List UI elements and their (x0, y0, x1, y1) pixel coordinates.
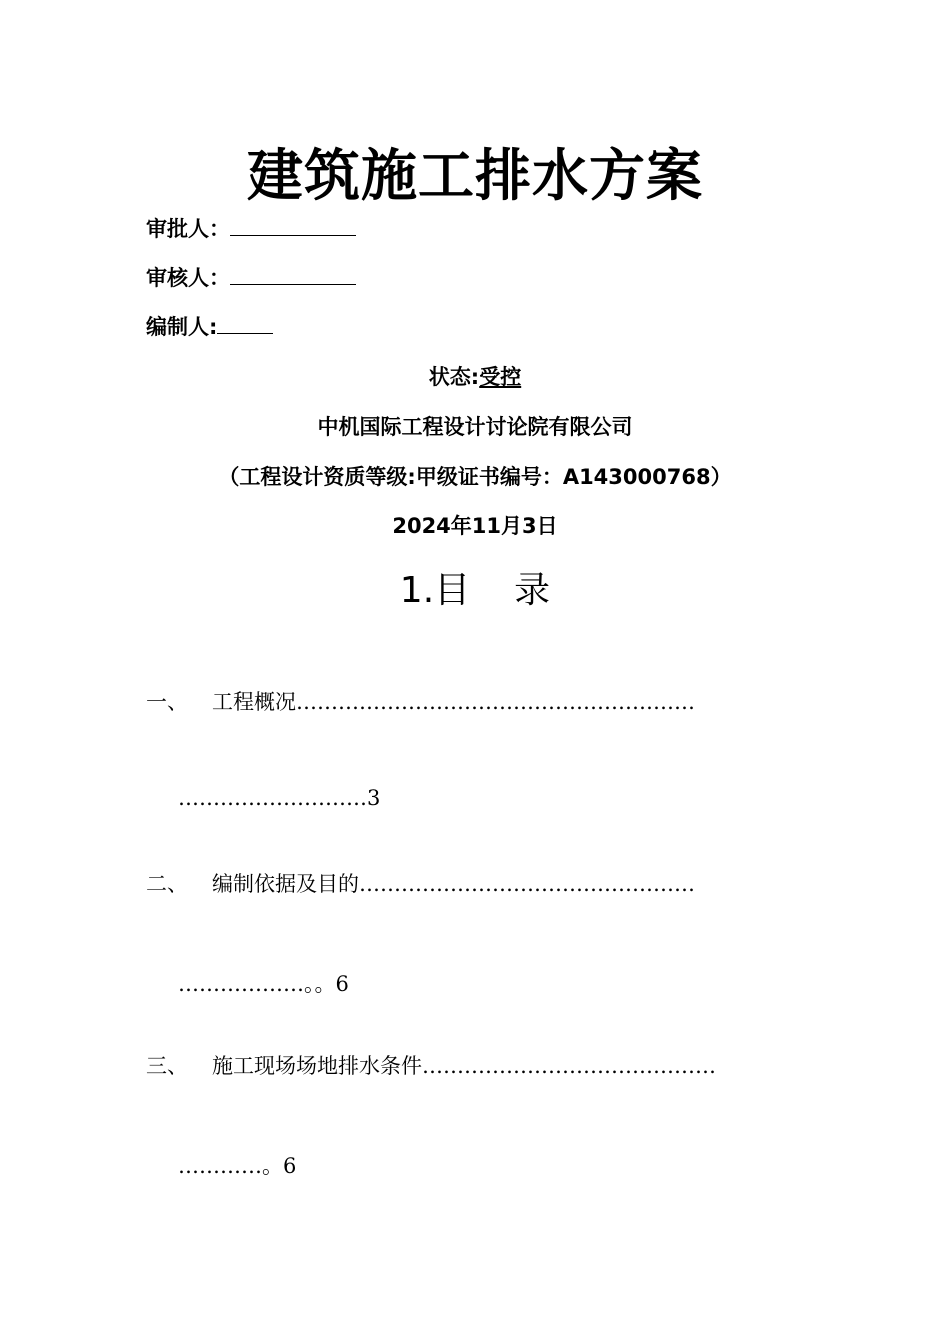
reviewer-blank-line (230, 266, 356, 285)
toc-heading-char-2: 录 (514, 570, 551, 611)
qualification-line: （工程设计资质等级:甲级证书编号：A143000768） (218, 465, 732, 489)
toc-item-leader-dots: ……………………… (178, 786, 367, 810)
toc-item[interactable] (0, 686, 950, 716)
toc-item-continuation (178, 1150, 296, 1180)
toc-item-page-number: 3 (367, 786, 381, 810)
toc-item-page-number: 6 (283, 1154, 297, 1178)
document-date: 2024年11月3日 (392, 514, 558, 538)
toc-item-leader-dots: …………………………………… (422, 1054, 716, 1078)
toc-item-number: 三、 (146, 1054, 188, 1078)
reviewer-label: 审核人： (146, 266, 230, 290)
toc-item-continuation (178, 968, 349, 998)
approver-field (146, 213, 356, 243)
toc-heading-char-1: 目 (434, 570, 471, 611)
toc-item-text (212, 868, 695, 898)
toc-item-title: 工程概况 (212, 690, 296, 714)
toc-heading (0, 562, 950, 613)
toc-item-text (212, 686, 695, 716)
toc-item-page-number: 6 (335, 972, 349, 996)
toc-item[interactable] (0, 1050, 950, 1080)
status-line (0, 361, 950, 391)
editor-label: 编制人: (146, 315, 218, 339)
company-name: 中机国际工程设计讨论院有限公司 (317, 415, 633, 439)
editor-blank-line (217, 315, 273, 334)
document-title: 建筑施工排水方案 (247, 143, 703, 209)
approver-label: 审批人： (146, 217, 230, 241)
toc-item-continuation (178, 786, 380, 810)
toc-item-leader-dots: ………………………………………………… (296, 690, 695, 714)
toc-item-leader-dots: …………。 (178, 1154, 283, 1178)
toc-item-title: 施工现场场地排水条件 (212, 1054, 422, 1078)
toc-item-number: 二、 (146, 872, 188, 896)
editor-field (146, 311, 273, 341)
reviewer-field (146, 262, 356, 292)
toc-item-leader-dots: ………………。。 (178, 972, 336, 996)
toc-item[interactable] (0, 868, 950, 898)
approver-blank-line (230, 217, 356, 236)
toc-item-text (212, 1050, 716, 1080)
toc-heading-number: 1. (399, 570, 435, 611)
toc-item-number: 一、 (146, 690, 188, 714)
status-label: 状态: (428, 365, 480, 389)
status-value: 受控 (479, 365, 522, 389)
toc-item-leader-dots: ………………………………………… (359, 872, 695, 896)
toc-item-title: 编制依据及目的 (212, 872, 359, 896)
